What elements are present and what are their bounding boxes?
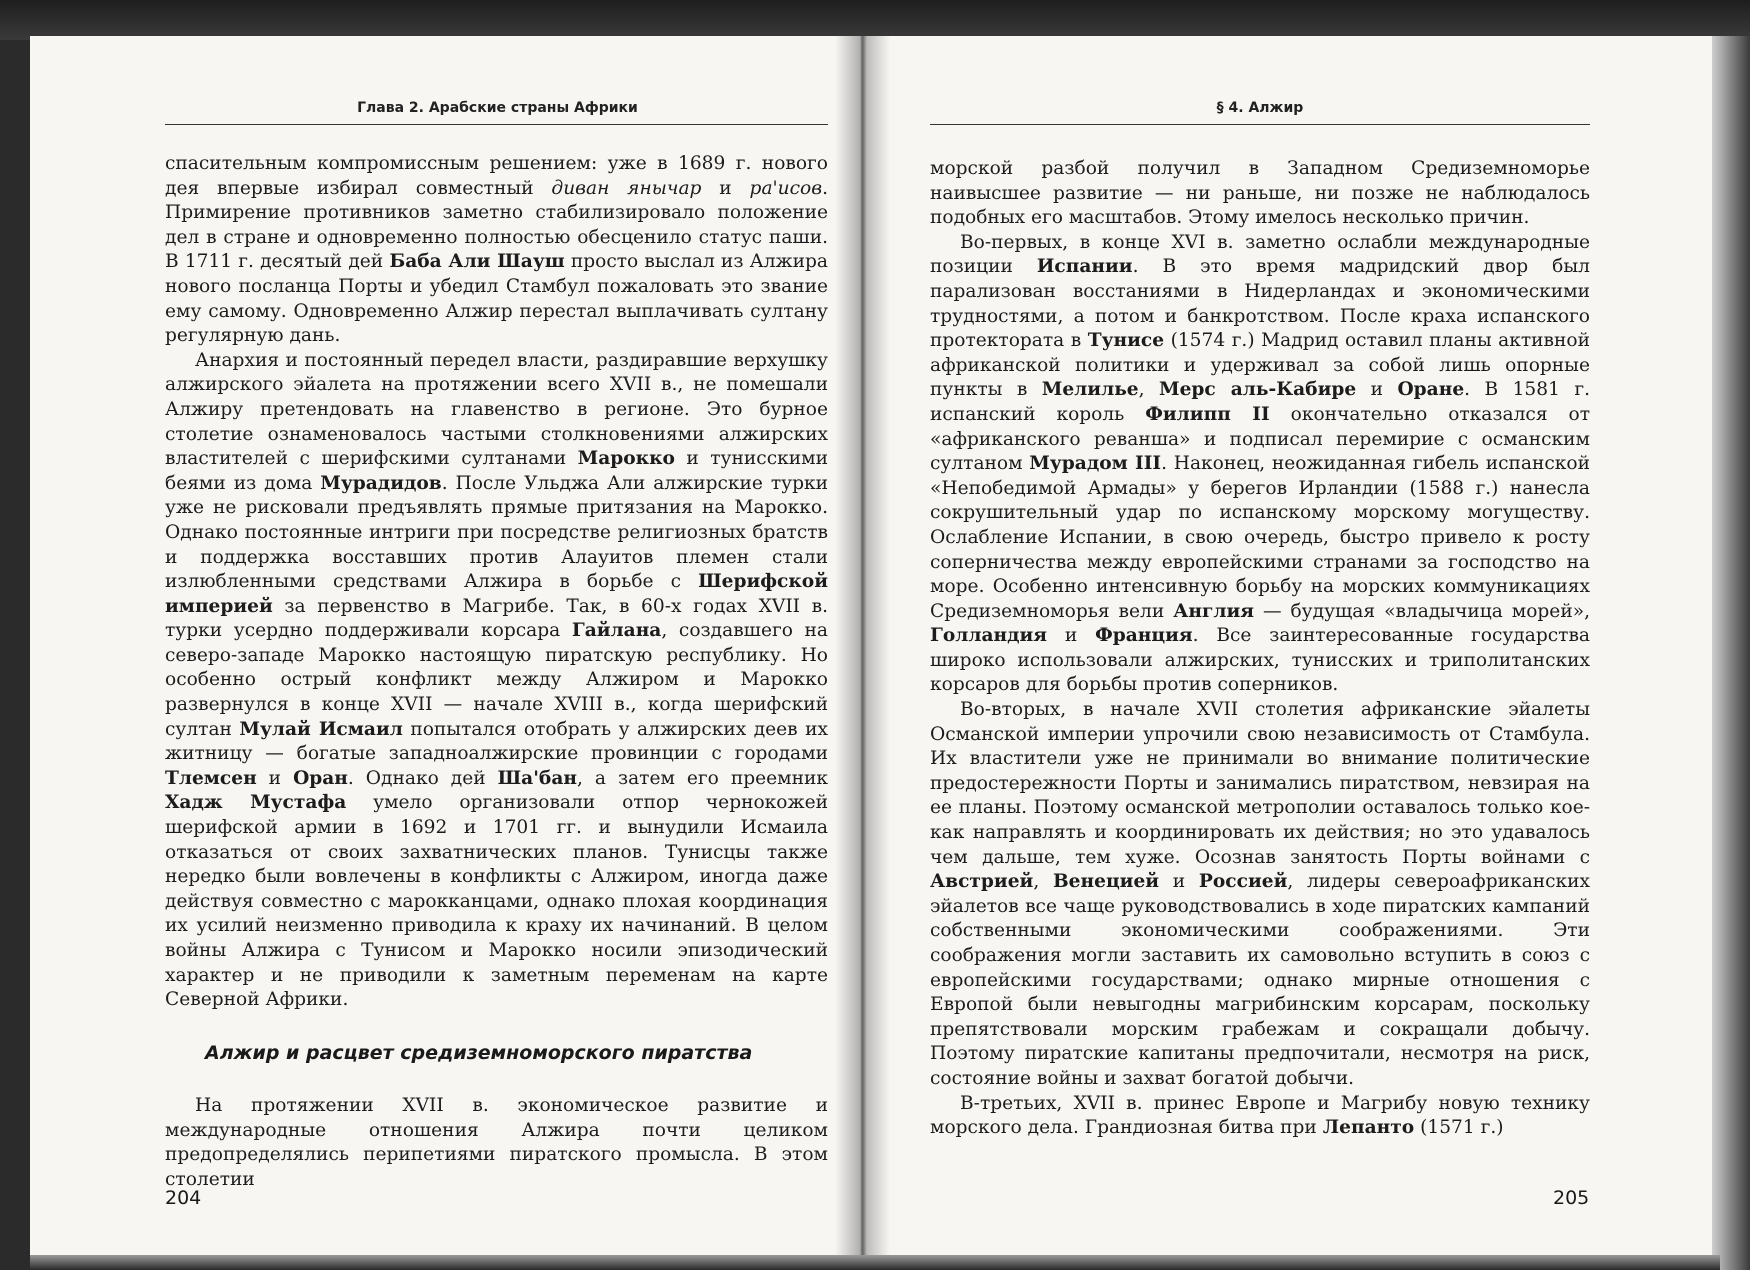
bold-term: Ша'бан [497, 767, 577, 789]
book-gutter [835, 36, 890, 1261]
text-run: умело организовали отпор чернокожей шерифской армии в 1692 и 1701 гг. и вынудили Исмаила отказаться от своих захватнических планов. Тунисцы также нередко были вовлечены в конфликты с Алжиром, иногда даже действуя совместно с марокканцами, однако плохая координация их усилий неизменно приводила к краху их начинаний. В целом войны Алжира с Тунисом и Марокко носили эпизодический характер и не приводили к заметным переменам на карте Северной Африки. [165, 792, 828, 1011]
text-run: Анархия и постоянный передел власти, раздиравшие верхушку алжирского эйалета на протяжении всего XVII в., не помешали Алжиру претендовать на главенство в регионе. Это бурное столетие ознаменовалось частыми столкновениями алжирских властителей с шерифскими султанами [165, 349, 828, 470]
text-run: окончательно отказался от «африканского реванша» и подписал перемирие с османским султаном [930, 403, 1591, 475]
text-run: спасительным компромиссным решением: уже в 1689 г. нового дея впервые избирал совместный [165, 153, 828, 199]
text-run: На протяжении XVII в. экономическое развитие и международные отношения Алжира почти целиком предопределялись перипетиями пиратского промысла. В этом столетии [165, 1095, 828, 1190]
right-page-number: 205 [1553, 1187, 1590, 1209]
right-paragraph-3 [930, 698, 1590, 1092]
bold-term: Англия [1173, 600, 1254, 622]
left-text-lower [165, 1094, 828, 1192]
bold-term: Мерс аль-Кабире [1158, 379, 1357, 401]
bold-term: Филипп II [1145, 403, 1270, 425]
text-run: . Наконец, неожиданная гибель испанской «Непобедимой Армады» у берегов Ирландии (1588 г.) нанесла сокрушительный удар по испанскому морскому могуществу. Ослабление Испании, в свою очередь, быстро привело к росту соперничества между европейскими странами за господство на море. Особенно интенсивную борьбу на морских коммуникациях Средиземноморья вели [930, 453, 1591, 622]
text-run: . Примирение противников заметно стабилизировало положение дел в стране и одновременно полностью обесценило статус паши. В 1711 г. десятый дей [165, 177, 828, 273]
left-page-number: 204 [165, 1187, 202, 1209]
text-run: и тунисскими беями из дома [165, 448, 828, 494]
text-run: , создавшего на северо-западе Марокко настоящую пиратскую республику. Но особенно острый конфликт между Алжиром и Марокко развернулся в конце XVII — начале XVIII в., когда шерифский султан [165, 620, 829, 740]
bold-term: Франция [1095, 625, 1193, 647]
bold-term: Шерифской империей [165, 571, 828, 617]
right-paragraph-2 [930, 231, 1590, 698]
left-running-head: Глава 2. Арабские страны Африки [357, 100, 638, 116]
text-run: просто выслал из Алжира нового посланца Порты и убедил Стамбул пожаловать это звание ему самому. Одновременно Алжир перестал выплачивать султану регулярную дань. [165, 251, 829, 347]
bold-term: Баба Али Шауш [389, 251, 565, 273]
text-run: и [1356, 379, 1398, 401]
page-edge-right [1712, 36, 1750, 1270]
bold-term: Венецией [1052, 871, 1160, 893]
bold-term: Россией [1198, 871, 1288, 893]
text-run: попытался отобрать у алжирских деев их житницу — богатые западноалжирские провинции с городами [165, 718, 828, 765]
text-run: В-третьих, XVII в. принес Европе и Магрибу новую технику морского дела. Грандиозная битва при [930, 1092, 1590, 1139]
right-running-head: § 4. Алжир [1216, 100, 1304, 116]
bold-term: Тунисе [1087, 330, 1165, 352]
text-run: Во-вторых, в начале XVII столетия африканские эйалеты Османской империи упрочили свою независимость от Стамбула. Их властители уже не принимали во внимание политические предостережности Порты и занимались пиратством, невзирая на ее планы. Поэтому османской метрополии оставалось только кое-как направлять и координировать их действия; но это удавалось чем дальше, тем хуже. Осознав занятость Порты войнами с [930, 699, 1590, 868]
page-edge-bottom [30, 1255, 1720, 1270]
text-run: и [1159, 871, 1199, 893]
bold-term: Оран [293, 767, 348, 789]
bold-term: Марокко [577, 448, 675, 470]
text-run: и [701, 177, 750, 199]
text-run: и [256, 767, 294, 789]
right-text [930, 157, 1590, 1141]
bold-term: Тлемсен [165, 767, 257, 789]
bold-term: Мулай Исмаил [239, 718, 403, 740]
text-run: . В это время мадридский двор был парализован восстаниями в Нидерландах и экономическими трудностями, а потом и банкротством. После краха испанского протектората в [930, 256, 1590, 352]
bold-term: Мурадидов [320, 472, 442, 494]
italic-term: ра'исов [749, 177, 823, 199]
right-paragraph-4 [930, 1092, 1590, 1141]
left-paragraph-1 [165, 152, 828, 349]
text-run: — будущая «владычица морей», [1253, 600, 1590, 622]
bold-term: Хадж Мустафа [165, 792, 347, 814]
bold-term: Испании [1036, 256, 1133, 278]
text-run: и [1047, 625, 1096, 647]
text-run: морской разбой получил в Западном Средиземноморье наивысшее развитие — ни раньше, ни позже не наблюдалось подобных его масштабов. Этому имелось несколько причин. [930, 158, 1590, 229]
text-run: , а затем его преемник [577, 767, 829, 789]
text-run: . Однако дей [347, 767, 498, 789]
bold-term: Гайлана [571, 620, 662, 642]
section-heading: Алжир и расцвет средиземноморского пиратства [205, 1042, 753, 1064]
left-text-upper [165, 152, 828, 1013]
bold-term: Австрией [930, 871, 1034, 893]
text-run: Во-первых, в конце XVI в. заметно ослабли международные позиции [930, 231, 1590, 278]
text-run: (1574 г.) Мадрид оставил планы активной африканской политики и удерживал за собой лишь опорные пункты в [930, 330, 1590, 401]
text-run: . После Ульджа Али алжирские турки уже не рисковали предъявлять прямые притязания на Марокко. Однако постоянные интриги при посредстве религиозных братств и поддержка восставших против Алауитов племен стали излюбленными средствами Алжира в борьбе с [165, 472, 828, 593]
text-run: (1571 г.) [1414, 1117, 1504, 1139]
bold-term: Оране [1397, 379, 1465, 401]
bold-term: Голландия [930, 625, 1048, 647]
text-run: . В 1581 г. испанский король [930, 379, 1590, 425]
left-paragraph-3 [165, 1094, 828, 1192]
text-run: . Все заинтересованные государства широко использовали алжирских, тунисских и триполитанских корсаров для борьбы против соперников. [930, 625, 1590, 696]
text-run: , [1033, 871, 1053, 893]
left-header-rule [165, 124, 828, 125]
text-run: за первенство в Магрибе. Так, в 60-х годах XVII в. турки усердно поддерживали корсара [165, 595, 828, 642]
italic-term: диван янычар [551, 177, 702, 199]
text-run: , лидеры североафриканских эйалетов все чаще руководствовались в ходе пиратских кампаний собственными экономическими соображениями. Эти соображения могли заставить их самовольно вступить в союз с европейскими государствами; однако мирные отношения с Европой были невыгодны магрибинским корсарам, поскольку препятствовали морским грабежам и сокращали добычу. Поэтому пиратские капитаны предпочитали, несмотря на риск, состояние войны и захват богатой добычи. [930, 871, 1590, 1089]
right-header-rule [930, 124, 1590, 125]
bold-term: Мелилье [1041, 379, 1139, 401]
bold-term: Лепанто [1322, 1117, 1415, 1139]
bold-term: Мурадом III [1029, 453, 1162, 475]
text-run: , [1138, 379, 1159, 401]
right-paragraph-1 [930, 157, 1590, 231]
left-paragraph-2 [165, 349, 828, 1013]
